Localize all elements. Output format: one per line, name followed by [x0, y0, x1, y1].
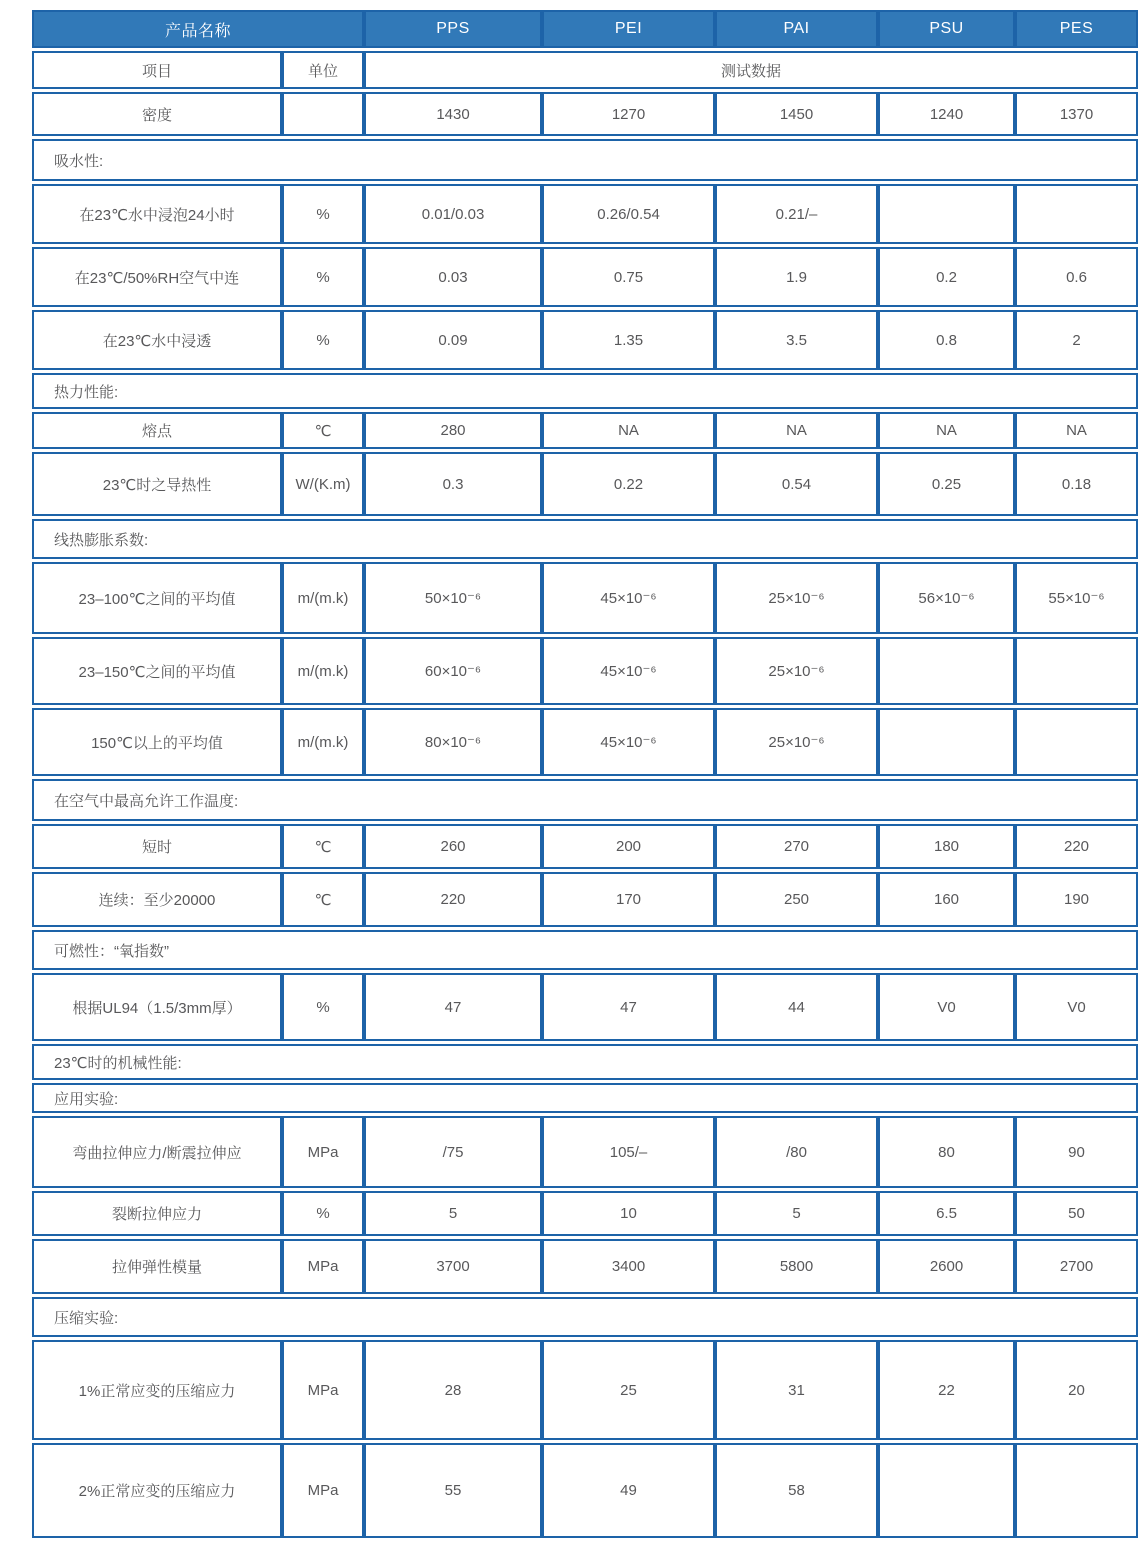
- value-cell: 25×10⁻⁶: [715, 708, 878, 776]
- unit-cell: m/(m.k): [282, 708, 364, 776]
- test-data-header-cell: 测试数据: [364, 51, 1138, 89]
- section-row: [32, 779, 1138, 821]
- value-cell: 55×10⁻⁶: [1015, 562, 1138, 634]
- section-row: [32, 373, 1138, 409]
- row-label-cell: 弯曲拉伸应力/断震拉伸应: [32, 1116, 282, 1188]
- section-row: [32, 1044, 1138, 1080]
- unit-cell: MPa: [282, 1443, 364, 1538]
- unit-cell: [282, 92, 364, 136]
- value-cell: 0.26/0.54: [542, 184, 715, 244]
- value-cell: 45×10⁻⁶: [542, 637, 715, 705]
- value-cell: 2: [1015, 310, 1138, 370]
- section-label: 在空气中最高允许工作温度:: [32, 779, 1138, 821]
- value-cell: 49: [542, 1443, 715, 1538]
- section-row: [32, 139, 1138, 181]
- value-cell: 270: [715, 824, 878, 869]
- value-cell: 47: [542, 973, 715, 1041]
- value-cell: 0.54: [715, 452, 878, 516]
- value-cell: 105/–: [542, 1116, 715, 1188]
- value-cell: [878, 1443, 1015, 1538]
- unit-cell: MPa: [282, 1340, 364, 1440]
- value-cell: 0.21/–: [715, 184, 878, 244]
- section-label: 应用实验:: [32, 1083, 1138, 1113]
- row-label-cell: 23–150℃之间的平均值: [32, 637, 282, 705]
- value-cell: [1015, 708, 1138, 776]
- value-cell: 22: [878, 1340, 1015, 1440]
- value-cell: 50×10⁻⁶: [364, 562, 542, 634]
- value-cell: 190: [1015, 872, 1138, 927]
- table-row: [32, 973, 1138, 1041]
- section-label: 23℃时的机械性能:: [32, 1044, 1138, 1080]
- value-cell: 1.35: [542, 310, 715, 370]
- value-cell: 1430: [364, 92, 542, 136]
- row-label-cell: 23℃时之导热性: [32, 452, 282, 516]
- row-label-cell: 连续：至少20000: [32, 872, 282, 927]
- value-cell: 5: [364, 1191, 542, 1236]
- table-row: [32, 1116, 1138, 1188]
- value-cell: 1450: [715, 92, 878, 136]
- section-label: 可燃性：“氧指数”: [32, 930, 1138, 970]
- value-cell: 0.2: [878, 247, 1015, 307]
- section-label: 吸水性:: [32, 139, 1138, 181]
- value-cell: 45×10⁻⁶: [542, 562, 715, 634]
- col-header-pes: PES: [1015, 10, 1138, 48]
- value-cell: 2600: [878, 1239, 1015, 1294]
- col-header-pei: PEI: [542, 10, 715, 48]
- value-cell: 260: [364, 824, 542, 869]
- row-label-cell: 根据UL94（1.5/3mm厚）: [32, 973, 282, 1041]
- product-name-header: 产品名称: [32, 10, 364, 48]
- unit-cell: %: [282, 184, 364, 244]
- table-row: [32, 247, 1138, 307]
- section-row: [32, 1297, 1138, 1337]
- value-cell: 2700: [1015, 1239, 1138, 1294]
- value-cell: [878, 708, 1015, 776]
- value-cell: 28: [364, 1340, 542, 1440]
- unit-cell: ℃: [282, 412, 364, 449]
- value-cell: 25×10⁻⁶: [715, 562, 878, 634]
- row-label-cell: 在23℃/50%RH空气中连: [32, 247, 282, 307]
- unit-cell: m/(m.k): [282, 562, 364, 634]
- value-cell: NA: [878, 412, 1015, 449]
- table-row: [32, 1443, 1138, 1538]
- table-row: [32, 412, 1138, 449]
- value-cell: 55: [364, 1443, 542, 1538]
- col-header-pps: PPS: [364, 10, 542, 48]
- header-row: [32, 10, 1138, 48]
- value-cell: 47: [364, 973, 542, 1041]
- value-cell: 220: [1015, 824, 1138, 869]
- value-cell: [878, 184, 1015, 244]
- value-cell: /80: [715, 1116, 878, 1188]
- table-row: [32, 824, 1138, 869]
- row-label-cell: 在23℃水中浸透: [32, 310, 282, 370]
- value-cell: V0: [878, 973, 1015, 1041]
- value-cell: 5800: [715, 1239, 878, 1294]
- row-label-cell: 密度: [32, 92, 282, 136]
- value-cell: 0.03: [364, 247, 542, 307]
- value-cell: NA: [542, 412, 715, 449]
- unit-cell: ℃: [282, 824, 364, 869]
- value-cell: 1270: [542, 92, 715, 136]
- section-row: [32, 519, 1138, 559]
- section-label: 压缩实验:: [32, 1297, 1138, 1337]
- value-cell: 5: [715, 1191, 878, 1236]
- value-cell: 45×10⁻⁶: [542, 708, 715, 776]
- row-label-cell: 裂断拉伸应力: [32, 1191, 282, 1236]
- value-cell: 60×10⁻⁶: [364, 637, 542, 705]
- value-cell: 10: [542, 1191, 715, 1236]
- value-cell: 0.6: [1015, 247, 1138, 307]
- row-label-cell: 短时: [32, 824, 282, 869]
- unit-cell: %: [282, 310, 364, 370]
- section-label: 热力性能:: [32, 373, 1138, 409]
- value-cell: /75: [364, 1116, 542, 1188]
- col-header-psu: PSU: [878, 10, 1015, 48]
- table-row: [32, 1191, 1138, 1236]
- table-row: [32, 562, 1138, 634]
- table-row: [32, 92, 1138, 136]
- value-cell: 0.25: [878, 452, 1015, 516]
- unit-cell: %: [282, 247, 364, 307]
- section-label: 线热膨胀系数:: [32, 519, 1138, 559]
- material-properties-table: [32, 7, 1138, 1541]
- unit-cell: MPa: [282, 1239, 364, 1294]
- row-label-cell: 在23℃水中浸泡24小时: [32, 184, 282, 244]
- unit-cell: W/(K.m): [282, 452, 364, 516]
- row-label-cell: 拉伸弹性模量: [32, 1239, 282, 1294]
- value-cell: 31: [715, 1340, 878, 1440]
- row-label-cell: 23–100℃之间的平均值: [32, 562, 282, 634]
- value-cell: 6.5: [878, 1191, 1015, 1236]
- page: [0, 7, 1148, 1541]
- unit-cell: ℃: [282, 872, 364, 927]
- value-cell: 3.5: [715, 310, 878, 370]
- value-cell: 180: [878, 824, 1015, 869]
- value-cell: 80×10⁻⁶: [364, 708, 542, 776]
- table-row: [32, 1239, 1138, 1294]
- unit-cell: %: [282, 973, 364, 1041]
- unit-cell: MPa: [282, 1116, 364, 1188]
- value-cell: 3700: [364, 1239, 542, 1294]
- item-header-cell: 项目: [32, 51, 282, 89]
- value-cell: [1015, 1443, 1138, 1538]
- subheader-row: [32, 51, 1138, 89]
- value-cell: 80: [878, 1116, 1015, 1188]
- value-cell: 20: [1015, 1340, 1138, 1440]
- value-cell: 56×10⁻⁶: [878, 562, 1015, 634]
- value-cell: 0.8: [878, 310, 1015, 370]
- table-row: [32, 184, 1138, 244]
- value-cell: 0.18: [1015, 452, 1138, 516]
- value-cell: [878, 637, 1015, 705]
- table-row: [32, 708, 1138, 776]
- value-cell: 200: [542, 824, 715, 869]
- row-label-cell: 1%正常应变的压缩应力: [32, 1340, 282, 1440]
- value-cell: 3400: [542, 1239, 715, 1294]
- col-header-pai: PAI: [715, 10, 878, 48]
- value-cell: 44: [715, 973, 878, 1041]
- section-row: [32, 1083, 1138, 1113]
- value-cell: 58: [715, 1443, 878, 1538]
- value-cell: 280: [364, 412, 542, 449]
- section-row: [32, 930, 1138, 970]
- table-row: [32, 452, 1138, 516]
- value-cell: 0.01/0.03: [364, 184, 542, 244]
- value-cell: [1015, 184, 1138, 244]
- value-cell: 220: [364, 872, 542, 927]
- value-cell: V0: [1015, 973, 1138, 1041]
- table-row: [32, 1340, 1138, 1440]
- value-cell: 1.9: [715, 247, 878, 307]
- value-cell: 160: [878, 872, 1015, 927]
- value-cell: 90: [1015, 1116, 1138, 1188]
- value-cell: 1370: [1015, 92, 1138, 136]
- value-cell: 1240: [878, 92, 1015, 136]
- unit-header-cell: 单位: [282, 51, 364, 89]
- value-cell: 0.75: [542, 247, 715, 307]
- value-cell: [1015, 637, 1138, 705]
- value-cell: 50: [1015, 1191, 1138, 1236]
- unit-cell: %: [282, 1191, 364, 1236]
- value-cell: 25: [542, 1340, 715, 1440]
- value-cell: NA: [1015, 412, 1138, 449]
- table-row: [32, 637, 1138, 705]
- row-label-cell: 熔点: [32, 412, 282, 449]
- row-label-cell: 2%正常应变的压缩应力: [32, 1443, 282, 1538]
- value-cell: 0.22: [542, 452, 715, 516]
- table-row: [32, 872, 1138, 927]
- value-cell: 25×10⁻⁶: [715, 637, 878, 705]
- row-label-cell: 150℃以上的平均值: [32, 708, 282, 776]
- value-cell: 170: [542, 872, 715, 927]
- value-cell: 0.3: [364, 452, 542, 516]
- value-cell: 0.09: [364, 310, 542, 370]
- value-cell: NA: [715, 412, 878, 449]
- table-row: [32, 310, 1138, 370]
- value-cell: 250: [715, 872, 878, 927]
- unit-cell: m/(m.k): [282, 637, 364, 705]
